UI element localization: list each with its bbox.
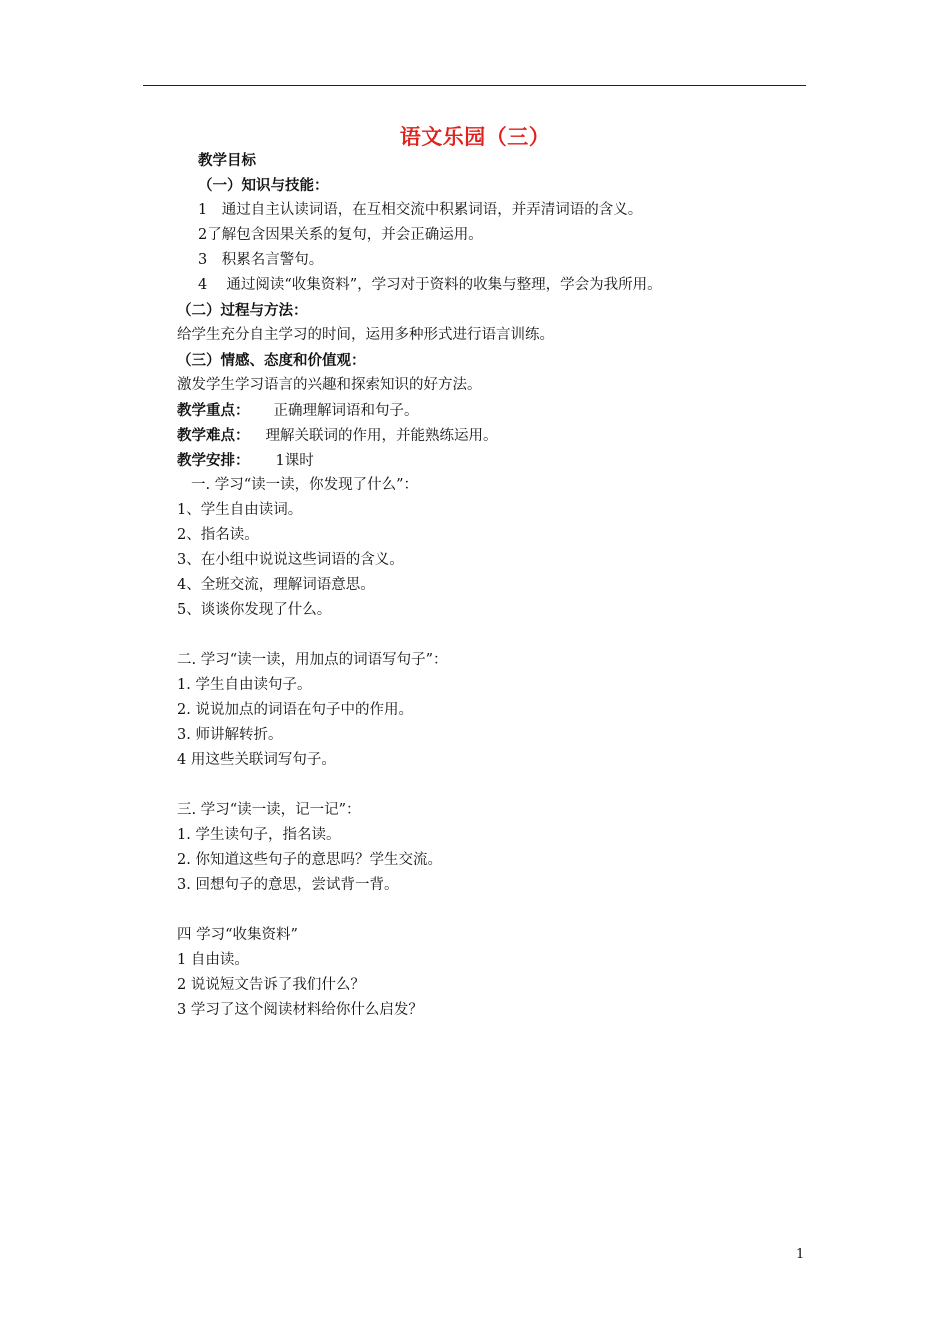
- part3-heading: 三. 学习“读一读，记一记”：: [177, 802, 361, 818]
- section3-heading: （三）情感、态度和价值观：: [177, 352, 366, 369]
- page-number: 1: [796, 1247, 805, 1262]
- section1-item: 2了解包含因果关系的复句，并会正确运用。: [198, 227, 483, 243]
- part4-item: 2 说说短文告诉了我们什么？: [177, 977, 365, 993]
- spacer: [177, 623, 817, 648]
- spacer: [177, 898, 817, 923]
- objectives-heading: 教学目标: [198, 152, 256, 169]
- header-rule: [143, 85, 806, 86]
- part4-heading: 四 学习“收集资料”: [177, 927, 298, 943]
- part1-item: 5、谈谈你发现了什么。: [177, 602, 332, 618]
- key-points-value: 正确理解词语和句子。: [273, 403, 419, 419]
- difficulties-row: [177, 423, 817, 448]
- part3-item: 3. 回想句子的意思，尝试背一背。: [177, 877, 399, 893]
- schedule-row: [177, 448, 817, 473]
- key-points-label: 教学重点：: [177, 402, 250, 419]
- part1-item: 4、全班交流，理解词语意思。: [177, 577, 375, 593]
- part3-item: 2. 你知道这些句子的意思吗？学生交流。: [177, 852, 442, 868]
- section1-item: 1 通过自主认读词语，在互相交流中积累词语，并弄清词语的含义。: [198, 202, 643, 218]
- part2-item: 3. 师讲解转折。: [177, 727, 283, 743]
- part1-item: 2、指名读。: [177, 527, 259, 543]
- part1-item: 3、在小组中说说这些词语的含义。: [177, 552, 404, 568]
- section2-heading: （二）过程与方法：: [177, 302, 308, 319]
- difficulties-label: 教学难点：: [177, 427, 250, 444]
- key-points-row: [177, 398, 817, 423]
- part1-item: 1、学生自由读词。: [177, 502, 303, 518]
- difficulties-value: 理解关联词的作用，并能熟练运用。: [265, 428, 498, 444]
- spacer: [177, 773, 817, 798]
- part3-item: 1. 学生读句子，指名读。: [177, 827, 341, 843]
- part4-item: 3 学习了这个阅读材料给你什么启发？: [177, 1002, 423, 1018]
- part2-item: 1. 学生自由读句子。: [177, 677, 312, 693]
- section1-item: 4 通过阅读“收集资料”，学习对于资料的收集与整理，学会为我所用。: [198, 277, 662, 293]
- lesson-plan-body: [177, 148, 817, 1023]
- page-title: 语文乐园（三）: [399, 124, 551, 149]
- schedule-value: 1课时: [275, 453, 314, 469]
- part2-item: 2. 说说加点的词语在句子中的作用。: [177, 702, 413, 718]
- section1-heading: （一）知识与技能：: [198, 177, 329, 194]
- section1-item: 3 积累名言警句。: [198, 252, 324, 268]
- part2-item: 4 用这些关联词写句子。: [177, 752, 336, 768]
- schedule-label: 教学安排：: [177, 452, 250, 469]
- section3-text: 激发学生学习语言的兴趣和探索知识的好方法。: [177, 377, 482, 393]
- section2-text: 给学生充分自主学习的时间，运用多种形式进行语言训练。: [177, 327, 554, 343]
- part1-heading: 一. 学习“读一读，你发现了什么”：: [191, 477, 419, 493]
- part4-item: 1 自由读。: [177, 952, 249, 968]
- part2-heading: 二. 学习“读一读，用加点的词语写句子”：: [177, 652, 448, 668]
